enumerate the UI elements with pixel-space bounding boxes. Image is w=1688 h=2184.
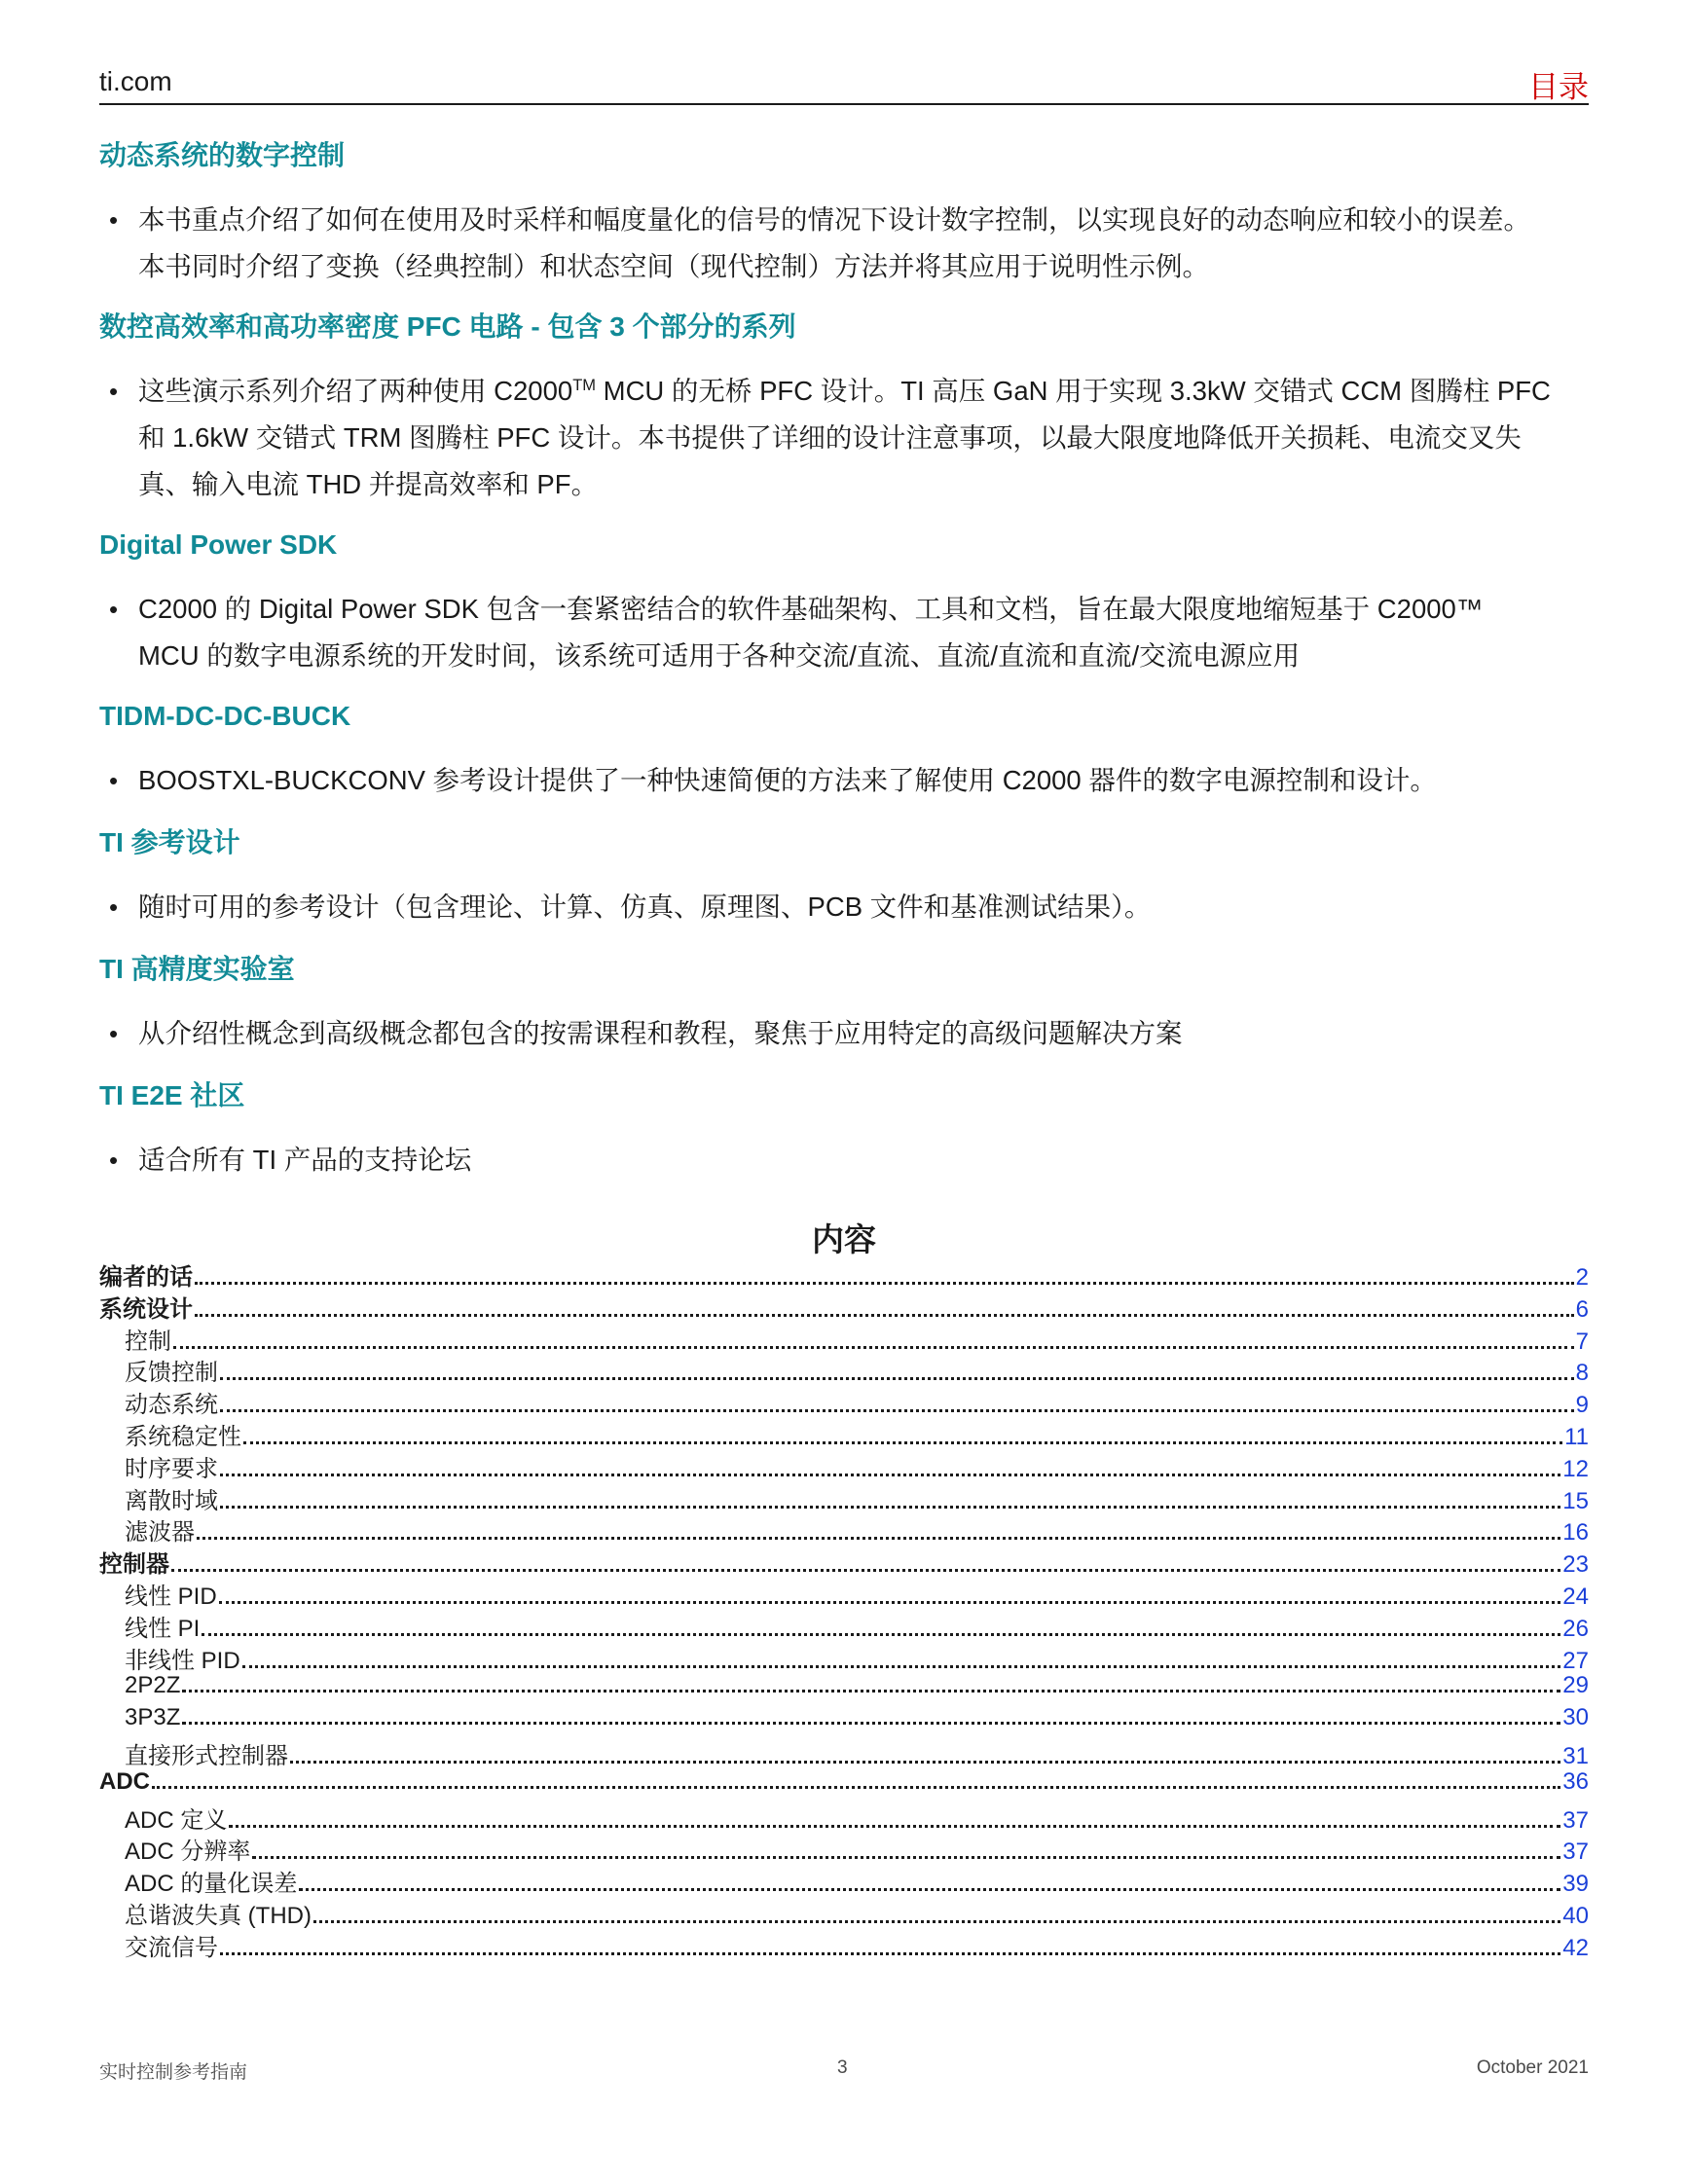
toc-page-link[interactable]: 6 — [1575, 1295, 1589, 1323]
toc-label: 时序要求 — [125, 1455, 218, 1482]
bullet-item — [99, 586, 1589, 679]
toc-label: 非线性 PID — [125, 1647, 240, 1674]
toc-label: 滤波器 — [125, 1519, 195, 1547]
bullet-list — [99, 1137, 1589, 1183]
toc-leader — [195, 1282, 1574, 1285]
section-pfc-series — [99, 309, 1589, 508]
toc-leader — [220, 1474, 1560, 1476]
toc-label: 控制器 — [99, 1551, 169, 1579]
toc-page-link[interactable]: 26 — [1562, 1615, 1589, 1642]
toc-page-link[interactable]: 27 — [1562, 1647, 1589, 1674]
footer-page-number: 3 — [837, 2057, 848, 2078]
bullet-text: MCU 的无桥 PFC 设计。TI 高压 GaN 用于实现 3.3kW 交错式 CCM 图腾柱 PFC — [596, 376, 1551, 406]
bullet-text: 这些演示系列介绍了两种使用 C2000 — [138, 376, 573, 406]
toc-entry[interactable] — [99, 1768, 1589, 1801]
toc-link[interactable]: 目录 — [1528, 70, 1589, 104]
toc-leader — [243, 1441, 1562, 1444]
toc-label: ADC — [99, 1767, 150, 1795]
toc-entry[interactable] — [99, 1801, 1589, 1833]
bullet-line: 从介绍性概念到高级概念都包含的按需课程和教程，聚焦于应用特定的高级问题解决方案 — [138, 1018, 1183, 1048]
bullet-list — [99, 884, 1589, 930]
toc-leader — [220, 1409, 1574, 1412]
toc-leader — [220, 1506, 1560, 1509]
toc-leader — [220, 1377, 1574, 1380]
section-title: TIDM-DC-DC-BUCK — [99, 701, 351, 731]
toc-entry[interactable] — [99, 1672, 1589, 1704]
toc-leader — [219, 1601, 1561, 1604]
toc-entry[interactable] — [99, 1736, 1589, 1768]
toc-leader — [197, 1537, 1560, 1540]
bullet-dot: • — [109, 1146, 119, 1175]
toc-leader — [195, 1314, 1574, 1317]
toc-entry[interactable] — [99, 1641, 1589, 1673]
toc-entry[interactable] — [99, 1864, 1589, 1896]
section-title: TI 参考设计 — [99, 827, 240, 857]
toc-entry[interactable] — [99, 1481, 1589, 1513]
toc-label: ADC 定义 — [125, 1806, 228, 1834]
bullet-line: 随时可用的参考设计（包含理论、计算、仿真、原理图、PCB 文件和基准测试结果）。 — [138, 892, 1152, 922]
bullet-item — [99, 1010, 1589, 1057]
toc-label: 系统稳定性 — [125, 1423, 241, 1450]
bullet-line: 本书同时介绍了变换（经典控制）和状态空间（现代控制）方法并将其应用于说明性示例。 — [138, 251, 1209, 281]
toc-entry[interactable] — [99, 1832, 1589, 1864]
section-title: TI 高精度实验室 — [99, 954, 295, 984]
toc-page-link[interactable]: 2 — [1575, 1264, 1589, 1291]
bullet-line: BOOSTXL-BUCKCONV 参考设计提供了一种快速简便的方法来了解使用 C2000 器件的数字电源控制和设计。 — [138, 765, 1437, 795]
toc-page-link[interactable]: 16 — [1562, 1519, 1589, 1547]
footer-doc-title: 实时控制参考指南 — [99, 2062, 248, 2083]
toc-label: ADC 分辨率 — [125, 1838, 251, 1866]
toc-label: 总谐波失真 (THD) — [125, 1902, 312, 1929]
section-title: TI E2E 社区 — [99, 1080, 245, 1110]
toc-page-link[interactable]: 40 — [1562, 1902, 1589, 1929]
site-name: ti.com — [99, 66, 172, 96]
toc-label: 编者的话 — [99, 1264, 193, 1291]
toc-entry[interactable] — [99, 1290, 1589, 1322]
toc-leader — [182, 1722, 1560, 1725]
bullet-item — [99, 757, 1589, 804]
toc-label: ADC 的量化误差 — [125, 1871, 298, 1898]
toc-leader — [202, 1633, 1560, 1636]
toc-leader — [171, 1569, 1560, 1572]
footer-date: October 2021 — [1476, 2057, 1589, 2078]
section-title: Digital Power SDK — [99, 529, 338, 560]
bullet-item — [99, 884, 1589, 930]
bullet-dot: • — [109, 595, 119, 624]
toc-entry[interactable] — [99, 1545, 1589, 1577]
document-page — [99, 0, 1589, 2184]
bullet-list — [99, 586, 1589, 679]
toc-label: 反馈控制 — [125, 1360, 218, 1387]
bullet-item — [99, 1137, 1589, 1183]
toc-label: 2P2Z — [125, 1672, 181, 1699]
toc-entry[interactable] — [99, 1322, 1589, 1354]
toc-label: 3P3Z — [125, 1704, 181, 1731]
toc-label: 线性 PID — [125, 1583, 217, 1610]
toc-page-link[interactable]: 37 — [1562, 1838, 1589, 1866]
toc-leader — [313, 1920, 1560, 1923]
toc-label: 离散时域 — [125, 1487, 218, 1514]
bullet-line: MCU 的数字电源系统的开发时间，该系统可适用于各种交流/直流、直流/直流和直流/交流电源应用 — [138, 640, 1301, 671]
toc-page-link[interactable]: 8 — [1575, 1360, 1589, 1387]
toc-entry[interactable] — [99, 1353, 1589, 1385]
bullet-line: 本书重点介绍了如何在使用及时采样和幅度量化的信号的情况下设计数字控制，以实现良好的动态响应和较小的误差。 — [138, 204, 1530, 235]
toc-entry[interactable] — [99, 1417, 1589, 1449]
toc-entry[interactable] — [99, 1577, 1589, 1609]
toc-leader — [242, 1665, 1561, 1668]
toc-page-link[interactable]: 23 — [1562, 1551, 1589, 1579]
bullet-dot: • — [109, 1019, 119, 1048]
section-e2e-community — [99, 1078, 1589, 1183]
section-ti-reference-designs — [99, 825, 1589, 930]
toc-entry[interactable] — [99, 1704, 1589, 1736]
section-title: 数控高效率和高功率密度 PFC 电路 - 包含 3 个部分的系列 — [99, 311, 796, 342]
toc-entry[interactable] — [99, 1512, 1589, 1545]
toc-page-link[interactable]: 12 — [1562, 1455, 1589, 1482]
toc-entry[interactable] — [99, 1449, 1589, 1481]
bullet-line: 和 1.6kW 交错式 TRM 图腾柱 PFC 设计。本书提供了详细的设计注意事项，以最大限度地降低开关损耗、电流交叉失 — [138, 422, 1522, 453]
toc-leader — [252, 1856, 1560, 1859]
bullet-line: 适合所有 TI 产品的支持论坛 — [138, 1145, 472, 1175]
bullet-dot: • — [109, 377, 119, 406]
toc-entry[interactable] — [99, 1609, 1589, 1641]
bullet-dot: • — [109, 205, 119, 235]
bullet-list — [99, 197, 1589, 290]
toc-entry[interactable] — [99, 1928, 1589, 1960]
toc-leader — [220, 1952, 1560, 1955]
bullet-item — [99, 368, 1589, 508]
toc-page-link[interactable]: 39 — [1562, 1871, 1589, 1898]
toc-leader — [299, 1888, 1560, 1891]
bullet-list — [99, 368, 1589, 508]
trademark-mark: TM — [572, 376, 597, 394]
toc-label: 控制 — [125, 1328, 171, 1355]
toc-page-link[interactable]: 29 — [1562, 1672, 1589, 1699]
toc-page-link[interactable]: 36 — [1562, 1767, 1589, 1795]
toc-page-link[interactable]: 42 — [1562, 1934, 1589, 1961]
page-header — [99, 62, 1589, 105]
toc-page-link[interactable]: 9 — [1575, 1392, 1589, 1419]
bullet-line: 真、输入电流 THD 并提高效率和 PF。 — [138, 469, 599, 499]
toc-label: 动态系统 — [125, 1392, 218, 1419]
bullet-dot: • — [109, 892, 119, 922]
toc-label: 线性 PI — [125, 1615, 201, 1642]
bullet-line: C2000 的 Digital Power SDK 包含一套紧密结合的软件基础架构、工具和文档，旨在最大限度地缩短基于 C2000™ — [138, 594, 1484, 624]
section-tidm-buck — [99, 699, 1589, 804]
toc-leader — [182, 1690, 1560, 1693]
toc-label: 系统设计 — [99, 1295, 193, 1323]
toc-entry[interactable] — [99, 1385, 1589, 1417]
section-precision-labs — [99, 952, 1589, 1057]
toc-leader — [290, 1761, 1560, 1764]
toc-page-link[interactable]: 30 — [1562, 1704, 1589, 1731]
toc-page-link[interactable]: 37 — [1562, 1806, 1589, 1834]
toc-label: 直接形式控制器 — [125, 1742, 288, 1769]
bullet-dot: • — [109, 766, 119, 795]
toc-entry[interactable] — [99, 1896, 1589, 1928]
bullet-item — [99, 197, 1589, 290]
toc-page-link[interactable]: 31 — [1562, 1742, 1589, 1769]
toc-leader — [229, 1825, 1560, 1828]
toc-page-link[interactable]: 15 — [1562, 1487, 1589, 1514]
toc-title: 内容 — [812, 1221, 876, 1257]
section-title: 动态系统的数字控制 — [99, 140, 346, 170]
table-of-contents — [99, 1257, 1589, 1960]
section-digital-power-sdk — [99, 528, 1589, 679]
section-digital-control — [99, 138, 1589, 290]
toc-page-link[interactable]: 24 — [1562, 1583, 1589, 1610]
bullet-list — [99, 1010, 1589, 1057]
bullet-list — [99, 757, 1589, 804]
toc-page-link[interactable]: 7 — [1575, 1328, 1589, 1355]
toc-page-link[interactable]: 11 — [1564, 1423, 1589, 1450]
toc-leader — [152, 1786, 1560, 1789]
toc-label: 交流信号 — [125, 1934, 218, 1961]
toc-leader — [173, 1346, 1574, 1349]
toc-entry[interactable] — [99, 1257, 1589, 1290]
